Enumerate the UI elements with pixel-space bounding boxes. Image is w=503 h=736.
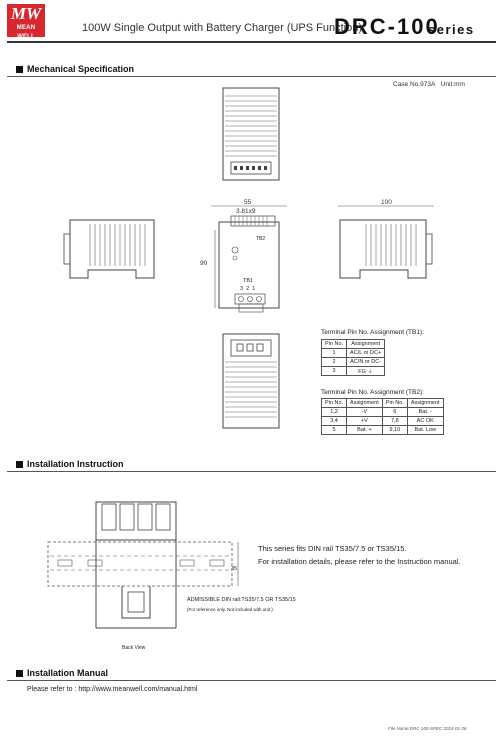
install-line-1: This series fits DIN rail TS35/7.5 or TS35/15.: [258, 544, 407, 553]
section-rule: [7, 471, 496, 472]
header-rule: [7, 41, 496, 43]
case-number: Case No.973A Unit:mm: [393, 81, 465, 88]
tb1-caption: Terminal Pin No. Assignment (TB1):: [321, 329, 424, 336]
table-cell: 1,2: [322, 408, 347, 417]
section-rule: [7, 76, 496, 77]
table-cell: 3: [322, 367, 347, 376]
dim-35: 35: [231, 566, 238, 572]
manual-link-text[interactable]: Please refer to : http://www.meanwell.com/manual.html: [27, 686, 198, 693]
section-manual-heading: Installation Manual: [16, 668, 108, 678]
dim-pitch: 3.81x9: [236, 208, 256, 215]
table-cell: 9,10: [382, 426, 407, 435]
tb2-table: [321, 398, 444, 435]
table-header-cell: Assignment: [407, 399, 443, 408]
install-line-2: For installation details, please refer to the Instruction manual.: [258, 557, 461, 566]
table-header-cell: Assignment: [347, 399, 383, 408]
section-mechanical-heading: Mechanical Specification: [16, 64, 134, 74]
table-cell: Bat. +: [347, 426, 383, 435]
table-cell: Bat. Low: [407, 426, 443, 435]
document-title: 100W Single Output with Battery Charger (UPS Function): [82, 22, 363, 34]
series-label: series: [428, 22, 475, 37]
left-side-view-drawing: [60, 212, 162, 284]
table-cell: -V: [347, 408, 383, 417]
top-view-drawing: [215, 86, 287, 182]
din-rail-note: (For reference only. Not included with unit.): [187, 607, 273, 612]
table-row: [322, 408, 444, 417]
table-cell: AC OK: [407, 417, 443, 426]
table-cell: 2: [322, 358, 347, 367]
table-cell: 1: [322, 349, 347, 358]
bullet-square-icon: [16, 66, 23, 73]
table-cell: Bat. -: [407, 408, 443, 417]
table-header-row: [322, 399, 444, 408]
table-cell: 6: [382, 408, 407, 417]
table-cell: 7,8: [382, 417, 407, 426]
table-header-cell: Pin No.: [322, 340, 347, 349]
table-header-row: [322, 340, 385, 349]
bullet-square-icon: [16, 670, 23, 677]
tb1-table: [321, 339, 385, 376]
table-row: [322, 417, 444, 426]
dim-width-55: 55: [244, 199, 252, 206]
table-cell: 3,4: [322, 417, 347, 426]
din-rail-drawing: [44, 494, 244, 640]
table-cell: AC/N or DC-: [347, 358, 385, 367]
right-side-view-drawing: [332, 200, 438, 286]
front-view-drawing: [205, 200, 295, 320]
table-header-cell: Pin No.: [382, 399, 407, 408]
tb2-label: TB2: [256, 236, 266, 242]
table-header-cell: Assignment: [347, 340, 385, 349]
table-cell: +V: [347, 417, 383, 426]
table-cell: 5: [322, 426, 347, 435]
table-row: [322, 358, 385, 367]
footer-file-name: File Name:DRC-100-SPEC 2024-01-26: [388, 726, 467, 731]
table-cell: AC/L or DC+: [347, 349, 385, 358]
bottom-view-drawing: [215, 332, 287, 432]
table-row: [322, 426, 444, 435]
logo-mark: MW: [10, 4, 42, 23]
model-name: DRC-100: [334, 14, 440, 39]
section-rule: [7, 680, 496, 681]
tb2-caption: Terminal Pin No. Assignment (TB2):: [321, 389, 424, 396]
dim-height-90: 90: [200, 260, 208, 267]
din-rail-label: ADMISSIBLE DIN rail:TS35/7.5 OR TS35/15: [187, 597, 296, 603]
brand-logo: [7, 4, 45, 40]
dim-depth-100: 100: [381, 199, 392, 206]
tb1-label: TB1: [243, 278, 254, 284]
logo-text: MEAN WELL: [16, 25, 36, 40]
table-cell: FG ⏚: [347, 367, 385, 376]
table-row: [322, 367, 385, 376]
bullet-square-icon: [16, 461, 23, 468]
tb1-pin-numbers: 3 2 1: [240, 286, 256, 292]
table-header-cell: Pin No.: [322, 399, 347, 408]
section-installation-heading: Installation Instruction: [16, 459, 124, 469]
table-row: [322, 349, 385, 358]
back-view-label: Back View: [122, 645, 146, 651]
